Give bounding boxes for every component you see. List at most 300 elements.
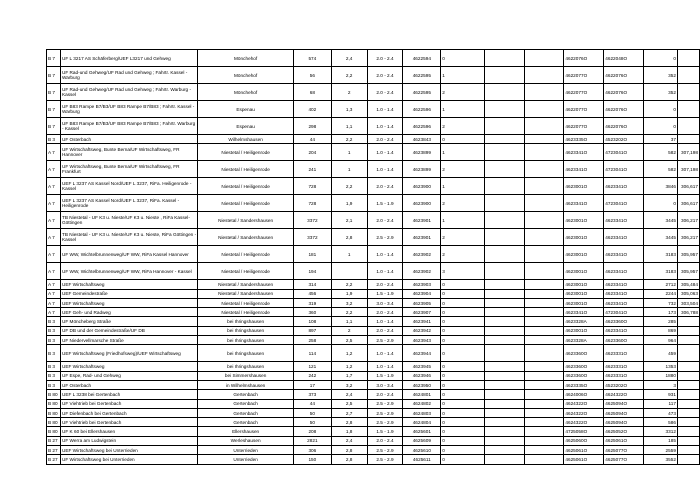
cell-length: 574: [293, 50, 331, 67]
cell-empty-b: [524, 427, 564, 436]
cell-grade-range: 2.5 - 2.9: [367, 336, 403, 345]
cell-structure-name: UF Diefenbach bei Gertenbach: [60, 408, 197, 417]
cell-structure-name: UF WW, Wichtelbrunnenweg/UF WW, RiFa Hannover - Kassel: [60, 263, 197, 280]
cell-length: 241: [293, 161, 331, 178]
cell-road: A 7: [47, 263, 61, 280]
table-row: [47, 408, 700, 417]
cell-length: 360: [293, 308, 331, 317]
cell-length: 319: [293, 298, 331, 307]
cell-km: [677, 326, 699, 335]
cell-km: [677, 101, 699, 118]
cell-part: 0: [441, 390, 485, 399]
cell-location: bei Ihringshausen: [198, 336, 294, 345]
cell-node-to: 4622076O: [604, 67, 644, 84]
cell-grade-range: 2.5 - 2.9: [367, 229, 403, 246]
cell-grade: 1,9: [331, 289, 367, 298]
cell-grade-range: 1.0 - 1.4: [367, 345, 403, 362]
cell-km: 305,063: [677, 289, 699, 298]
cell-grade-range: 2.5 - 2.9: [367, 446, 403, 455]
cell-grade-range: 1.0 - 1.4: [367, 263, 403, 280]
cell-node-to: 4623341O: [604, 298, 644, 307]
cell-structure-name: UF Niedervellmarsche Straße: [60, 336, 197, 345]
cell-bridge-id: 4622596: [403, 118, 441, 135]
cell-location: Niestetal / Sandershausen: [198, 229, 294, 246]
cell-grade-range: 3.0 - 3.4: [367, 298, 403, 307]
cell-location: in Wilhelmshausen: [198, 380, 294, 389]
cell-structure-name: UF Osterbach: [60, 135, 197, 144]
cell-node-from: 4625061O: [564, 446, 604, 455]
cell-bridge-id: 4623904: [403, 289, 441, 298]
cell-station: 2559: [644, 446, 678, 455]
cell-bridge-id: 4625609: [403, 436, 441, 445]
cell-bridge-id: 4623902: [403, 263, 441, 280]
cell-node-to: 4625094O: [604, 418, 644, 427]
cell-km: 307,198: [677, 161, 699, 178]
cell-bridge-id: 4624803: [403, 408, 441, 417]
cell-grade: 3,2: [331, 380, 367, 389]
cell-station: 3552: [644, 455, 678, 464]
cell-empty-b: [524, 101, 564, 118]
cell-empty-a: [484, 455, 524, 464]
cell-grade: 2,8: [331, 455, 367, 464]
cell-road: B 80: [47, 390, 61, 399]
cell-grade-range: 2.5 - 2.9: [367, 408, 403, 417]
cell-location: Niestetal / Sandershausen: [198, 289, 294, 298]
cell-location: Niestetal / Sandershausen: [198, 212, 294, 229]
table-row: [47, 229, 700, 246]
cell-part: 0: [441, 418, 485, 427]
cell-structure-name: UF Wirtschaftsweg, Bunte Berna/UF Wirtschaftsweg, FR Frankfurt: [60, 161, 197, 178]
cell-empty-a: [484, 390, 524, 399]
cell-bridge-id: 4624802: [403, 399, 441, 408]
cell-node-from: 4625061O: [564, 455, 604, 464]
cell-km: [677, 84, 699, 101]
cell-empty-b: [524, 418, 564, 427]
cell-empty-b: [524, 317, 564, 326]
cell-grade: 1,2: [331, 362, 367, 371]
cell-grade: 2,8: [331, 229, 367, 246]
cell-empty-a: [484, 50, 524, 67]
cell-km: [677, 408, 699, 417]
cell-station: 586: [644, 418, 678, 427]
cell-structure-name: UF Möncheberg Straße: [60, 317, 197, 326]
cell-grade-range: 2.5 - 2.9: [367, 418, 403, 427]
cell-bridge-id: 4625601: [403, 427, 441, 436]
cell-length: 3372: [293, 212, 331, 229]
table-row: [47, 308, 700, 317]
cell-road: B 80: [47, 399, 61, 408]
cell-part: 2: [441, 84, 485, 101]
cell-node-from: 4623001O: [564, 212, 604, 229]
cell-km: [677, 390, 699, 399]
cell-bridge-id: 4622595: [403, 84, 441, 101]
cell-location: Niestetal / Heiligenrode: [198, 195, 294, 212]
cell-grade: 2,2: [331, 135, 367, 144]
cell-length: 314: [293, 280, 331, 289]
table-row: [47, 101, 700, 118]
cell-structure-name: UEF L 3237 AS Kassel Nord/UEF L 3237, RiFa. Kassel - Heiligenrode: [60, 195, 197, 212]
cell-node-to: 4623341O: [604, 280, 644, 289]
cell-bridge-id: 4623900: [403, 195, 441, 212]
cell-road: B 7: [47, 84, 61, 101]
cell-grade-range: 2.0 - 2.4: [367, 280, 403, 289]
cell-location: Niestetal / Heiligenrode: [198, 144, 294, 161]
cell-bridge-id: 4623899: [403, 161, 441, 178]
cell-empty-a: [484, 229, 524, 246]
cell-empty-b: [524, 390, 564, 399]
table-row: [47, 289, 700, 298]
cell-structure-name: UEF Gemeindestraße: [60, 289, 197, 298]
cell-node-from: 4623328A: [564, 336, 604, 345]
cell-part: 0: [441, 135, 485, 144]
cell-empty-a: [484, 101, 524, 118]
cell-grade-range: 2.0 - 2.4: [367, 67, 403, 84]
cell-part: 0: [441, 455, 485, 464]
cell-empty-b: [524, 161, 564, 178]
cell-grade-range: 1.5 - 1.9: [367, 195, 403, 212]
cell-bridge-id: 4622595: [403, 67, 441, 84]
cell-bridge-id: 4622594: [403, 50, 441, 67]
cell-node-to: 4622076O: [604, 84, 644, 101]
cell-empty-b: [524, 178, 564, 195]
cell-grade-range: 1.0 - 1.4: [367, 101, 403, 118]
cell-road: B 27: [47, 436, 61, 445]
cell-structure-name: UEF Wirtschaftsweg: [60, 298, 197, 307]
cell-grade-range: 3.0 - 3.4: [367, 380, 403, 389]
table-row: [47, 246, 700, 263]
cell-empty-b: [524, 298, 564, 307]
cell-part: 0: [441, 427, 485, 436]
cell-part: 0: [441, 399, 485, 408]
cell-km: 305,957: [677, 246, 699, 263]
cell-node-from: 4725058O: [564, 427, 604, 436]
cell-length: 728: [293, 195, 331, 212]
cell-location: Wilhelmshausen: [198, 135, 294, 144]
cell-location: Mönchehof: [198, 50, 294, 67]
cell-empty-a: [484, 371, 524, 380]
cell-empty-b: [524, 135, 564, 144]
cell-road: B 7: [47, 67, 61, 84]
cell-length: 44: [293, 135, 331, 144]
cell-grade: 2,2: [331, 178, 367, 195]
cell-empty-b: [524, 212, 564, 229]
cell-grade: 2,2: [331, 67, 367, 84]
cell-node-from: 4623001O: [564, 298, 604, 307]
cell-location: Niestetal / Heiligenrode: [198, 263, 294, 280]
table-row: [47, 195, 700, 212]
cell-empty-a: [484, 289, 524, 298]
cell-length: 194: [293, 263, 331, 280]
cell-location: Mönchehof: [198, 84, 294, 101]
cell-station: 582: [644, 161, 678, 178]
cell-station: 117: [644, 399, 678, 408]
cell-road: A 7: [47, 178, 61, 195]
cell-station: 869: [644, 326, 678, 335]
cell-node-to: 4623341O: [604, 229, 644, 246]
cell-km: [677, 427, 699, 436]
cell-location: Gertenbach: [198, 418, 294, 427]
cell-empty-a: [484, 118, 524, 135]
cell-empty-a: [484, 418, 524, 427]
cell-node-to: 4723041O: [604, 144, 644, 161]
cell-part: 0: [441, 446, 485, 455]
cell-length: 306: [293, 446, 331, 455]
cell-length: 50: [293, 418, 331, 427]
cell-road: B 3: [47, 135, 61, 144]
cell-road: A 7: [47, 280, 61, 289]
cell-bridge-id: 4623944: [403, 345, 441, 362]
cell-station: 582: [644, 144, 678, 161]
cell-part: 0: [441, 380, 485, 389]
cell-empty-a: [484, 317, 524, 326]
cell-part: 1: [441, 212, 485, 229]
cell-station: 459: [644, 345, 678, 362]
cell-structure-name: UF Osterbach: [60, 380, 197, 389]
cell-node-to: 4623331O: [604, 371, 644, 380]
cell-km: 307,198: [677, 144, 699, 161]
cell-empty-b: [524, 399, 564, 408]
cell-km: [677, 371, 699, 380]
cell-node-from: 4622077O: [564, 67, 604, 84]
cell-node-to: 4523202O: [604, 135, 644, 144]
cell-bridge-id: 4623899: [403, 144, 441, 161]
cell-location: bei Ihringshausen: [198, 317, 294, 326]
cell-km: 303,504: [677, 298, 699, 307]
cell-part: 2: [441, 118, 485, 135]
cell-empty-b: [524, 229, 564, 246]
cell-node-from: 4623360O: [564, 345, 604, 362]
cell-node-from: 4623360O: [564, 362, 604, 371]
cell-km: [677, 317, 699, 326]
cell-bridge-id: 4623901: [403, 229, 441, 246]
table-row: [47, 362, 700, 371]
cell-node-from: 4623001O: [564, 178, 604, 195]
table-body: [47, 50, 700, 465]
cell-part: 2: [441, 229, 485, 246]
cell-grade: 2,7: [331, 408, 367, 417]
cell-node-to: 4623341O: [604, 263, 644, 280]
cell-station: 0: [644, 101, 678, 118]
cell-grade-range: 1.5 - 1.9: [367, 371, 403, 380]
cell-length: 208: [293, 427, 331, 436]
cell-location: Gertenbach: [198, 399, 294, 408]
cell-node-to: 4723041O: [604, 308, 644, 317]
cell-structure-name: UF B83 Rampe B7/B3/UF B83 Rampe B7/B83 ; Fahrtr. Kassel - Warburg: [60, 101, 197, 118]
cell-empty-b: [524, 436, 564, 445]
cell-road: A 7: [47, 144, 61, 161]
cell-node-from: 4624322O: [564, 418, 604, 427]
cell-bridge-id: 4623943: [403, 336, 441, 345]
table-row: [47, 144, 700, 161]
cell-grade: 2,4: [331, 50, 367, 67]
cell-station: 3846: [644, 178, 678, 195]
cell-road: B 3: [47, 362, 61, 371]
cell-part: 0: [441, 436, 485, 445]
cell-part: 0: [441, 289, 485, 298]
cell-length: 258: [293, 336, 331, 345]
table-row: [47, 263, 700, 280]
cell-bridge-id: 4623950: [403, 380, 441, 389]
cell-node-to: 4624322O: [604, 390, 644, 399]
cell-structure-name: UF B83 Rampe B7/B3/UF B83 Rampe B7/B83 ; Fahrtr. Warburg - Kassel: [60, 118, 197, 135]
cell-empty-a: [484, 308, 524, 317]
cell-km: 305,957: [677, 263, 699, 280]
cell-bridge-id: 4622596: [403, 101, 441, 118]
cell-location: Niestetal / Heiligenrode: [198, 308, 294, 317]
cell-grade-range: 1.0 - 1.4: [367, 161, 403, 178]
cell-station: 3445: [644, 229, 678, 246]
cell-station: 352: [644, 67, 678, 84]
cell-location: Unterrieden: [198, 455, 294, 464]
cell-road: A 7: [47, 195, 61, 212]
cell-structure-name: TB Niestetal - UF K3 u. Nieste/UF K3 u. Nieste , RiFa Kassel-Göttingen: [60, 212, 197, 229]
cell-grade-range: 2.5 - 2.9: [367, 399, 403, 408]
cell-node-to: 4723041O: [604, 195, 644, 212]
cell-station: 964: [644, 336, 678, 345]
cell-grade: 2,2: [331, 308, 367, 317]
cell-part: 0: [441, 371, 485, 380]
cell-empty-a: [484, 212, 524, 229]
cell-bridge-id: 4625611: [403, 455, 441, 464]
cell-road: B 80: [47, 408, 61, 417]
cell-node-to: 4622048O: [604, 50, 644, 67]
cell-node-from: 4623001O: [564, 289, 604, 298]
cell-grade-range: 2.0 - 2.4: [367, 135, 403, 144]
cell-station: 0: [644, 118, 678, 135]
cell-grade: 2,5: [331, 336, 367, 345]
cell-node-to: 4623341O: [604, 178, 644, 195]
table-row: [47, 326, 700, 335]
cell-road: B 3: [47, 336, 61, 345]
cell-grade-range: 1.0 - 1.4: [367, 246, 403, 263]
cell-bridge-id: 4623946: [403, 371, 441, 380]
cell-empty-b: [524, 289, 564, 298]
cell-part: 0: [441, 308, 485, 317]
cell-structure-name: UF Viehtrieb bei Gertenbach: [60, 399, 197, 408]
cell-bridge-id: 4623902: [403, 246, 441, 263]
cell-location: bei Ihringshausen: [198, 326, 294, 335]
cell-part: 2: [441, 161, 485, 178]
cell-empty-b: [524, 446, 564, 455]
table-row: [47, 135, 700, 144]
cell-length: 44: [293, 399, 331, 408]
cell-station: 931: [644, 390, 678, 399]
cell-grade-range: 2.0 - 2.4: [367, 390, 403, 399]
cell-empty-b: [524, 408, 564, 417]
cell-grade: 1: [331, 246, 367, 263]
cell-length: 50: [293, 408, 331, 417]
cell-grade: 2,4: [331, 390, 367, 399]
cell-node-from: 4623001O: [564, 246, 604, 263]
table-row: [47, 336, 700, 345]
cell-empty-a: [484, 161, 524, 178]
cell-km: [677, 436, 699, 445]
cell-grade-range: 2.0 - 2.4: [367, 84, 403, 101]
cell-empty-b: [524, 380, 564, 389]
cell-structure-name: UEF L 3237 AS Kassel Nord/UEF L 3237, RiFa. Heiligenrode - Kassel: [60, 178, 197, 195]
cell-empty-b: [524, 246, 564, 263]
cell-km: 306,217: [677, 212, 699, 229]
cell-station: 37: [644, 135, 678, 144]
cell-part: 1: [441, 144, 485, 161]
cell-empty-a: [484, 67, 524, 84]
cell-station: 3445: [644, 212, 678, 229]
cell-node-to: 4523202O: [604, 380, 644, 389]
cell-structure-name: TB Niestetal - UF K3 u. Nieste/UF K3 u. Nieste, RiFa Göttingen - Kassel: [60, 229, 197, 246]
cell-structure-name: UEF Geh- und Radweg: [60, 308, 197, 317]
cell-grade: 2: [331, 326, 367, 335]
cell-node-to: 4623331O: [604, 362, 644, 371]
cell-location: Mönchehof: [198, 67, 294, 84]
cell-station: 2244: [644, 289, 678, 298]
cell-road: B 27: [47, 455, 61, 464]
cell-km: [677, 362, 699, 371]
cell-length: 68: [293, 84, 331, 101]
cell-grade: 2: [331, 84, 367, 101]
cell-node-from: 4624322O: [564, 408, 604, 417]
cell-km: [677, 345, 699, 362]
cell-structure-name: UF Rad-und Gehweg/UF Rad und Gehweg ; Fahrtr. Warburg - Kassel: [60, 84, 197, 101]
cell-part: 0: [441, 50, 485, 67]
cell-structure-name: UF Werra am Ludwigstein: [60, 436, 197, 445]
cell-grade-range: 1.0 - 1.4: [367, 317, 403, 326]
table-row: [47, 390, 700, 399]
cell-empty-a: [484, 326, 524, 335]
cell-grade: 1,1: [331, 317, 367, 326]
cell-node-from: 4624006O: [564, 390, 604, 399]
cell-grade-range: 2.0 - 2.4: [367, 436, 403, 445]
cell-station: 3183: [644, 263, 678, 280]
cell-km: [677, 336, 699, 345]
cell-grade-range: 2.0 - 2.4: [367, 50, 403, 67]
cell-km: [677, 446, 699, 455]
cell-grade-range: 2.0 - 2.4: [367, 212, 403, 229]
cell-location: bei Ihringshausen: [198, 345, 294, 362]
cell-station: 352: [644, 84, 678, 101]
cell-road: A 7: [47, 289, 61, 298]
cell-road: B 3: [47, 326, 61, 335]
table-row: [47, 67, 700, 84]
cell-bridge-id: 4623905: [403, 298, 441, 307]
cell-grade-range: 2.0 - 2.4: [367, 178, 403, 195]
cell-structure-name: UEF L 3238 bei Gertenbach: [60, 390, 197, 399]
cell-bridge-id: 4623900: [403, 178, 441, 195]
cell-location: Niestetal / Heiligenrode: [198, 161, 294, 178]
table-row: [47, 212, 700, 229]
cell-road: B 7: [47, 50, 61, 67]
cell-road: A 7: [47, 212, 61, 229]
cell-grade-range: 1.5 - 1.9: [367, 427, 403, 436]
cell-station: 173: [644, 308, 678, 317]
cell-structure-name: UEF Wirtschaftsweg (Friedhofsweg)/UEF Wirtschaftsweg: [60, 345, 197, 362]
cell-empty-a: [484, 144, 524, 161]
cell-km: [677, 418, 699, 427]
cell-node-from: 4623341O: [564, 308, 604, 317]
table-row: [47, 118, 700, 135]
cell-length: 456: [293, 289, 331, 298]
cell-road: B 3: [47, 380, 61, 389]
cell-road: B 3: [47, 371, 61, 380]
cell-node-to: 4625094O: [604, 399, 644, 408]
cell-grade-range: 2.0 - 2.4: [367, 326, 403, 335]
cell-node-to: 4623360O: [604, 336, 644, 345]
cell-length: 204: [293, 144, 331, 161]
cell-location: Niestetal / Heiligenrode: [198, 178, 294, 195]
cell-node-to: 4623341O: [604, 289, 644, 298]
cell-length: 121: [293, 362, 331, 371]
cell-part: 1: [441, 67, 485, 84]
table-row: [47, 399, 700, 408]
